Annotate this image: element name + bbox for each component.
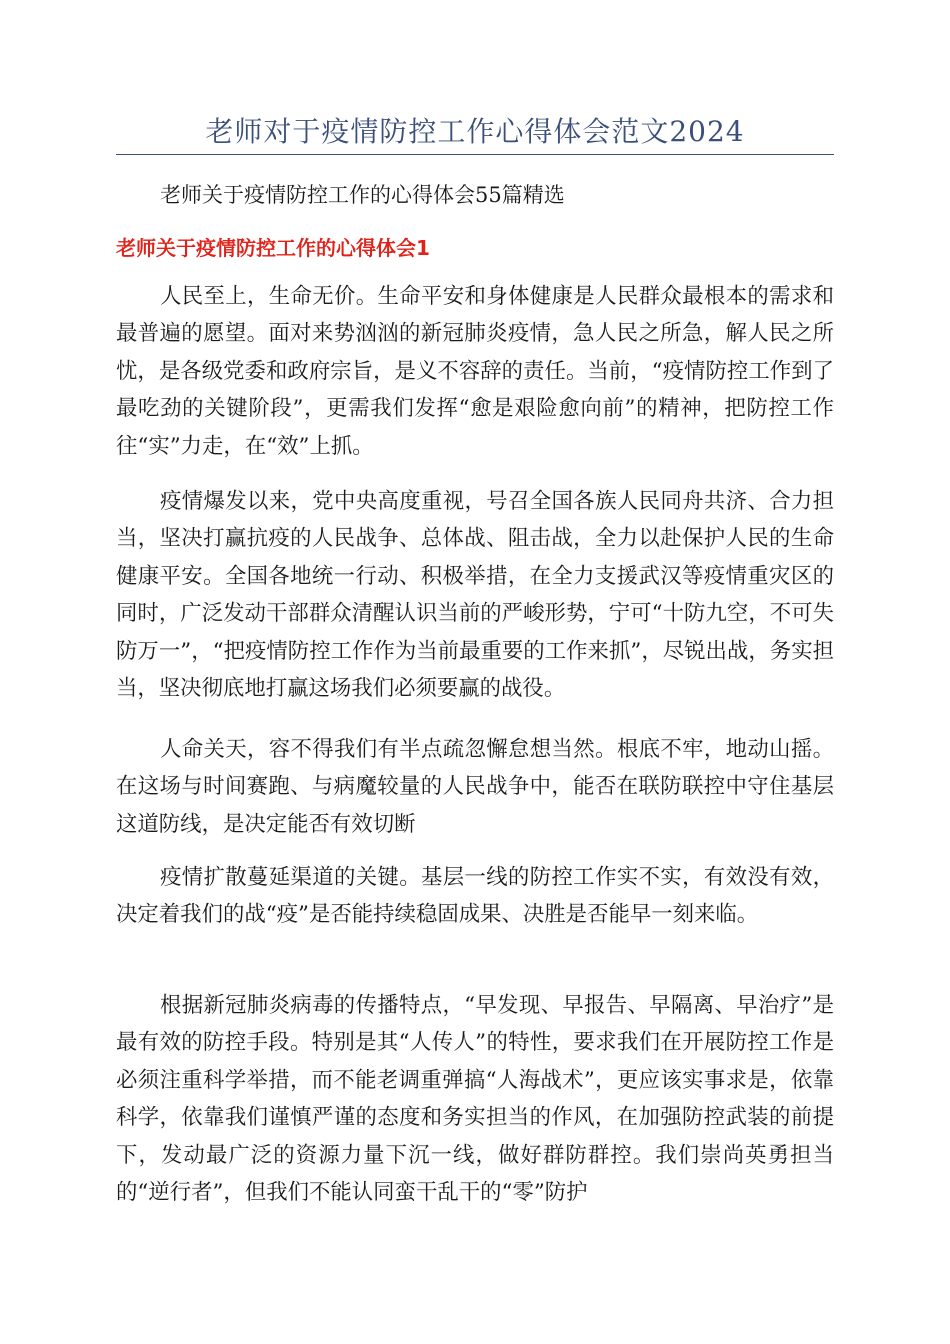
title-underline — [116, 154, 834, 155]
document-title: 老师对于疫情防控工作心得体会范文2024 — [205, 115, 745, 148]
document-subtitle: 老师关于疫情防控工作的心得体会55篇精选 — [160, 183, 565, 207]
paragraph-5: 根据新冠肺炎病毒的传播特点，“早发现、早报告、早隔离、早治疗”是最有效的防控手段。特别是其“人传人”的特性，要求我们在开展防控工作是必须注重科学举措，而不能老调重弹搞“人海战术”，更应该实事求是，依靠科学，依靠我们谨慎严谨的态度和务实担当的作风，在加强防控武装的前提下，发动最广泛的资源力量下沉一线，做好群防群控。我们崇尚英勇担当的“逆行者”，但我们不能认同蛮干乱干的“零”防护 — [116, 993, 834, 1206]
paragraph-3: 人命关天，容不得我们有半点疏忽懈怠想当然。根底不牢，地动山摇。在这场与时间赛跑、与病魔较量的人民战争中，能否在联防联控中守住基层这道防线，是决定能否有效切断 — [116, 737, 834, 837]
paragraph-2: 疫情爆发以来，党中央高度重视，号召全国各族人民同舟共济、合力担当，坚决打赢抗疫的人民战争、总体战、阻击战，全力以赴保护人民的生命健康平安。全国各地统一行动、积极举措，在全力支援武汉等疫情重灾区的同时，广泛发动干部群众清醒认识当前的严峻形势，宁可“十防九空，不可失防万一”，“把疫情防控工作作为当前最重要的工作来抓”，尽锐出战，务实担当，坚决彻底地打赢这场我们必须要赢的战役。 — [116, 489, 834, 702]
paragraph-4: 疫情扩散蔓延渠道的关键。基层一线的防控工作实不实，有效没有效，决定着我们的战“疫”是否能持续稳固成果、决胜是否能早一刻来临。 — [116, 865, 834, 928]
paragraph-1: 人民至上，生命无价。生命平安和身体健康是人民群众最根本的需求和最普遍的愿望。面对来势汹汹的新冠肺炎疫情，急人民之所急，解人民之所忧，是各级党委和政府宗旨，是义不容辞的责任。当前，“疫情防控工作到了最吃劲的关键阶段”，更需我们发挥“愈是艰险愈向前”的精神，把防控工作往“实”力走，在“效”上抓。 — [116, 284, 834, 459]
section-heading: 老师关于疫情防控工作的心得体会1 — [116, 236, 430, 260]
